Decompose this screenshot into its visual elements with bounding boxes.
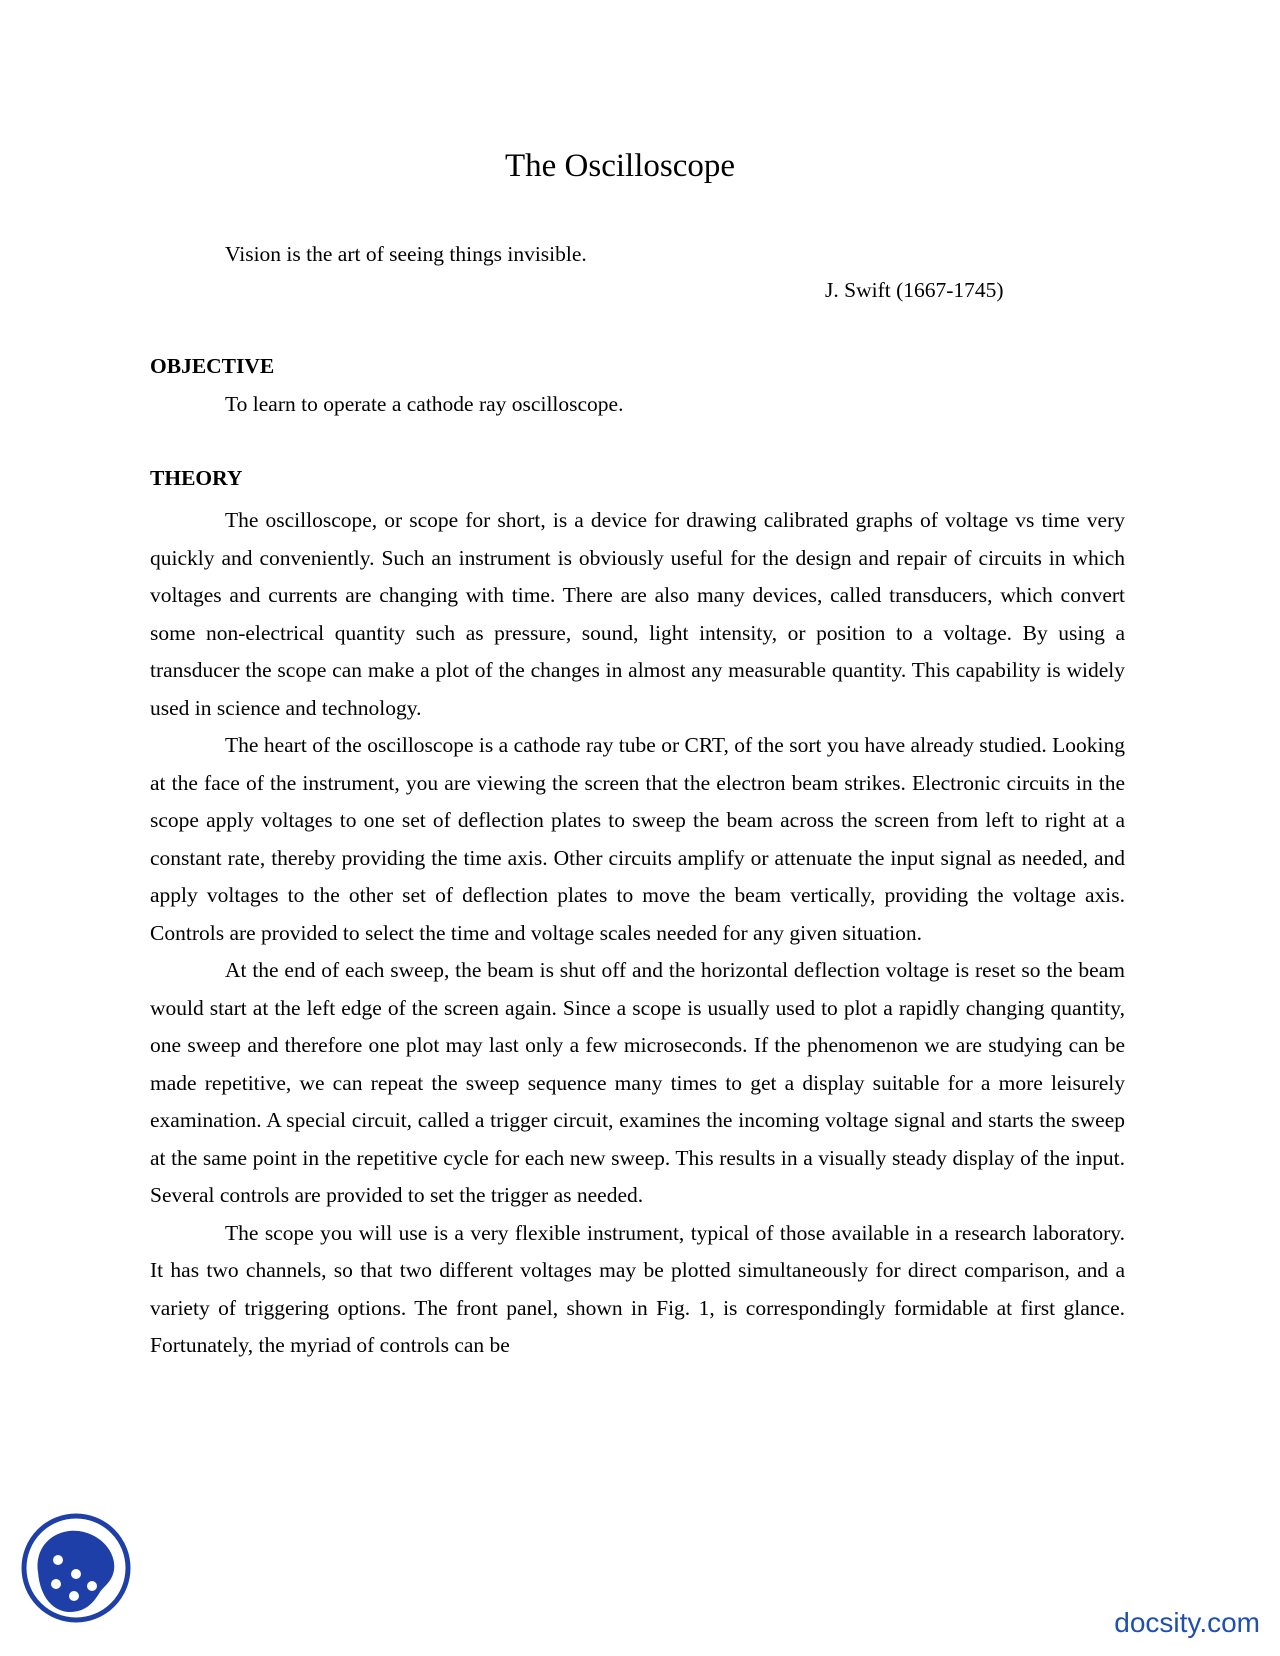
- epigraph-attribution: J. Swift (1667-1745): [825, 278, 1004, 302]
- objective-text: To learn to operate a cathode ray oscilloscope.: [225, 392, 624, 416]
- docsity-brand-text[interactable]: docsity.com: [1114, 1607, 1260, 1638]
- theory-paragraph: At the end of each sweep, the beam is shut off and the horizontal deflection voltage is reset so the beam would start at the left edge of the screen again. Since a scope is usually used to plot a rapidly changing quantity, one sweep and therefore one plot may last only a few microseconds. If the phenomenon we are studying can be made repetitive, we can repeat the sweep sequence many times to get a display suitable for a more leisurely examination. A special circuit, called a trigger circuit, examines the incoming voltage signal and starts the sweep at the same point in the repetitive cycle for each new sweep. This results in a visually steady display of the input. Several controls are provided to set the trigger as needed.: [150, 958, 1125, 1207]
- page-title: The Oscilloscope: [504, 148, 736, 184]
- theory-body: [150, 502, 1125, 1365]
- objective-heading: OBJECTIVE: [150, 354, 275, 378]
- docsity-logo-icon[interactable]: [20, 1512, 132, 1624]
- theory-paragraph: The heart of the oscilloscope is a cathode ray tube or CRT, of the sort you have already studied. Looking at the face of the instrument, you are viewing the screen that the electron beam strikes. Electronic circuits in the scope apply voltages to one set of deflection plates to sweep the beam across the screen from left to right at a constant rate, thereby providing the time axis. Other circuits amplify or attenuate the input signal as needed, and apply voltages to the other set of deflection plates to move the beam vertically, providing the voltage axis. Controls are provided to select the time and voltage scales needed for any given situation.: [150, 733, 1125, 945]
- theory-paragraph: The oscilloscope, or scope for short, is a device for drawing calibrated graphs of voltage vs time very quickly and conveniently. Such an instrument is obviously useful for the design and repair of circuits in which voltages and currents are changing with time. There are also many devices, called transducers, which convert some non-electrical quantity such as pressure, sound, light intensity, or position to a voltage. By using a transducer the scope can make a plot of the changes in almost any measurable quantity. This capability is widely used in science and technology.: [150, 508, 1125, 720]
- theory-heading: THEORY: [150, 466, 243, 490]
- theory-paragraph: The scope you will use is a very flexible instrument, typical of those available in a research laboratory. It has two channels, so that two different voltages may be plotted simultaneously for direct comparison, and a variety of triggering options. The front panel, shown in Fig. 1, is correspondingly formidable at first glance. Fortunately, the myriad of controls can be: [150, 1220, 1125, 1357]
- epigraph-quote: Vision is the art of seeing things invisible.: [225, 242, 587, 266]
